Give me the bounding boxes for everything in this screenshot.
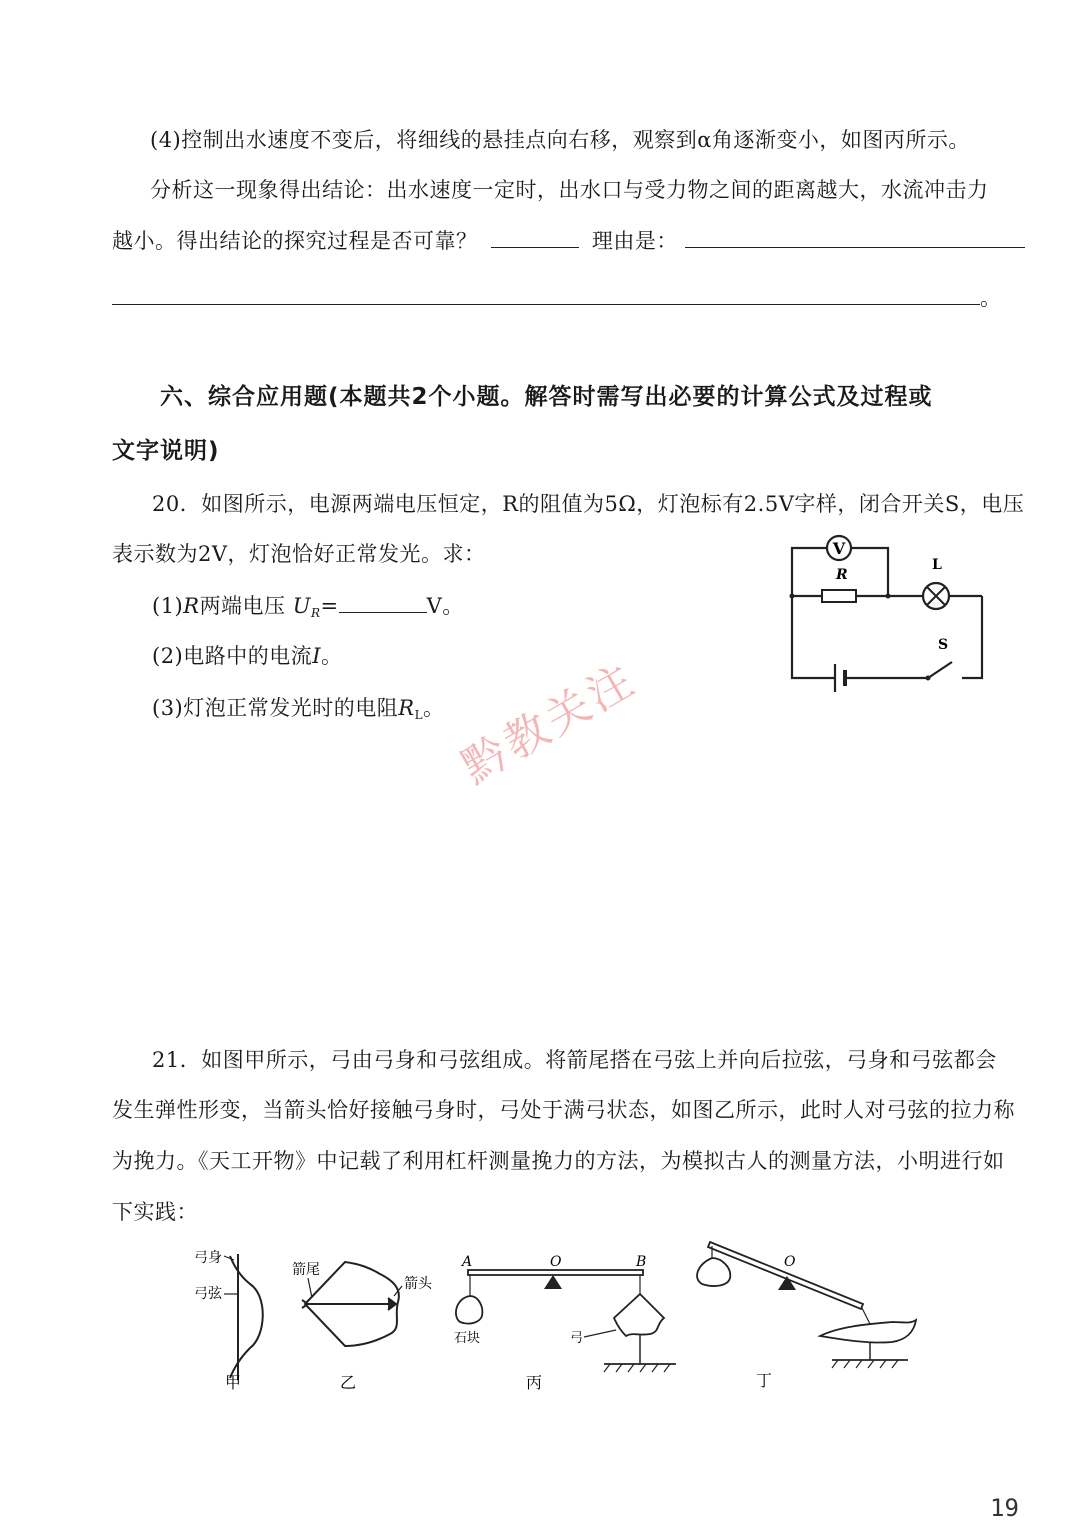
- caption-bing: 丙: [526, 1373, 543, 1392]
- resistor-label: R: [836, 567, 848, 583]
- q21-stem-line3: 为挽力。《天工开物》中记载了利用杠杆测量挽力的方法，为模拟古人的测量方法，小明进行如: [112, 1149, 1005, 1173]
- q19-reason-label: 理由是：: [591, 229, 678, 253]
- q20-sub2: [152, 640, 343, 670]
- q21-stem-line4: 下实践：: [112, 1200, 198, 1224]
- q20-sub1-unit: V。: [426, 594, 464, 618]
- voltmeter-label: V: [832, 539, 846, 558]
- stone-shape: [456, 1296, 482, 1324]
- q20-stem-line2: 表示数为2V，灯泡恰好正常发光。求：: [112, 542, 486, 566]
- q20-sub1-number: (1): [152, 594, 184, 618]
- lamp-icon: [923, 583, 949, 609]
- equals-sign: =: [320, 594, 339, 618]
- point-b-label: B: [636, 1254, 647, 1270]
- q20-stem-line1: 20．如图所示，电源两端电压恒定，R的阻值为5Ω，灯泡标有2.5V字样，闭合开关S，电压: [152, 492, 1025, 516]
- q21-stem-line1: 21．如图甲所示，弓由弓身和弓弦组成。将箭尾搭在弓弦上并向后拉弦，弓身和弓弦都会: [152, 1048, 997, 1072]
- lamp-label: L: [932, 557, 942, 573]
- caption-yi: 乙: [340, 1373, 357, 1392]
- bow-body-shape: [230, 1256, 263, 1378]
- page-number: 19: [990, 1494, 1019, 1522]
- q20-sub2-text: (2)电路中的电流: [152, 644, 313, 668]
- resistor-symbol: R: [183, 594, 200, 618]
- reason-answer-blank[interactable]: [685, 229, 1025, 248]
- voltage-subscript: R: [310, 606, 321, 620]
- bow-string-label: 弓弦: [194, 1286, 222, 1302]
- figure-ding: [697, 1242, 916, 1390]
- q20-sub3: [152, 692, 445, 722]
- q20-sub1-text: 两端电压: [199, 594, 286, 618]
- bow-shape: [614, 1294, 664, 1336]
- q19-reason-continuation: [112, 282, 1002, 312]
- switch-icon: [926, 662, 953, 681]
- figure-jia: [194, 1250, 263, 1392]
- bow-label: 弓: [570, 1331, 584, 1346]
- lamp-resistance-subscript: L: [414, 708, 424, 722]
- q20-sub3-text: (3)灯泡正常发光时的电阻: [152, 696, 399, 720]
- q19-step4: (4)控制出水速度不变后，将细线的悬挂点向右移，观察到α角逐渐变小，如图丙所示。: [150, 128, 970, 152]
- circuit-diagram: [780, 528, 1000, 703]
- figure-yi: [292, 1262, 433, 1392]
- reason-answer-blank-2[interactable]: [112, 286, 980, 305]
- q19-reliability-question: 越小。得出结论的探究过程是否可靠？: [112, 229, 478, 253]
- watermark: 黔教关注: [453, 653, 646, 794]
- voltage-symbol: U: [292, 594, 311, 618]
- section6-heading: 六、综合应用题(本题共2个小题。解答时需写出必要的计算公式及过程或: [160, 384, 933, 410]
- lamp-resistance-symbol: R: [398, 696, 415, 720]
- figure-bing: [454, 1254, 676, 1392]
- q20-sub3-end: 。: [423, 696, 445, 720]
- reliability-answer-blank[interactable]: [491, 229, 579, 248]
- current-symbol: I: [312, 644, 322, 668]
- q19-analysis-line2: [112, 225, 1025, 255]
- caption-ding: 丁: [756, 1371, 773, 1390]
- arrow-tail-label: 箭尾: [292, 1262, 320, 1278]
- q20-sub1: [152, 590, 464, 620]
- q21-stem-line2: 发生弹性形变，当箭头恰好接触弓身时，弓处于满弓状态，如图乙所示，此时人对弓弦的拉力称: [112, 1098, 1015, 1122]
- q19-end-mark: 。: [980, 286, 1002, 310]
- resistor-icon: [822, 590, 856, 602]
- battery-icon: [835, 664, 845, 692]
- arrow-head-label: 箭头: [404, 1276, 432, 1292]
- point-a-label: A: [462, 1254, 473, 1270]
- caption-jia: 甲: [225, 1373, 242, 1392]
- ding-bow-shape: [820, 1320, 916, 1343]
- q20-sub2-end: 。: [321, 644, 343, 668]
- switch-label: S: [938, 637, 949, 653]
- ur-answer-blank[interactable]: [339, 594, 427, 613]
- section6-heading-cont: 文字说明): [112, 438, 220, 464]
- stone-label: 石块: [454, 1331, 481, 1346]
- point-o-label: O: [550, 1254, 562, 1270]
- q19-analysis-line1: 分析这一现象得出结论：出水速度一定时，出水口与受力物之间的距离越大，水流冲击力: [150, 178, 989, 202]
- ding-stone-shape: [697, 1258, 730, 1286]
- bow-body-label: 弓身: [194, 1250, 222, 1266]
- bow-figures: [180, 1236, 940, 1396]
- ding-point-o-label: O: [784, 1254, 796, 1270]
